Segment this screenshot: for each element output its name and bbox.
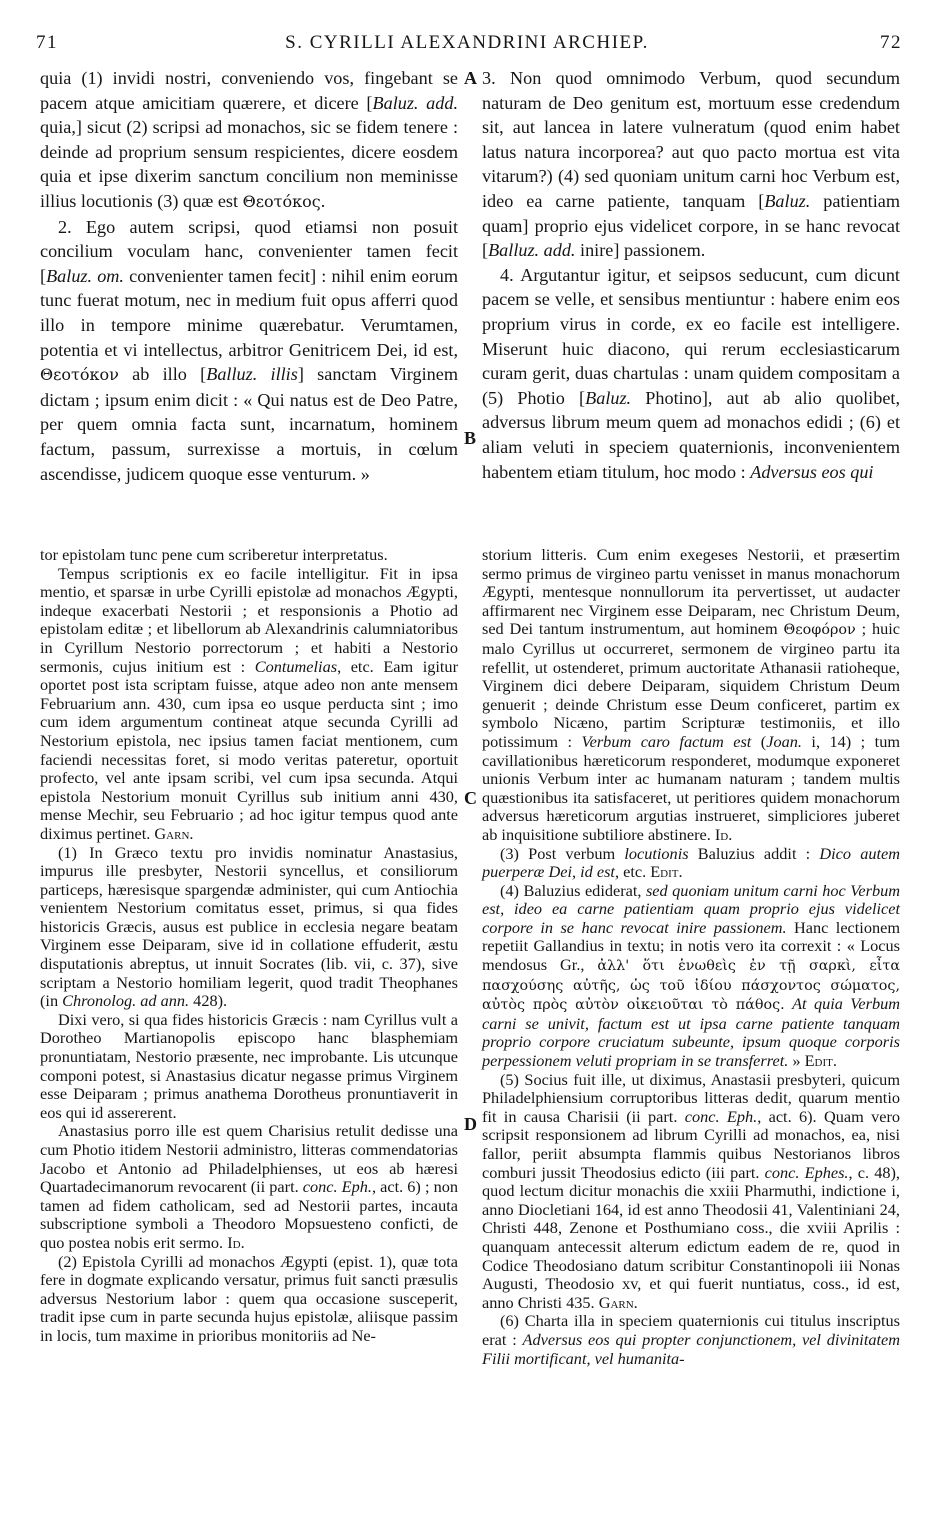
running-title: S. CYRILLI ALEXANDRINI ARCHIEP. [285,32,649,53]
footnotes-left-column [40,546,458,1346]
text-paragraph: 2. Ego autem scripsi, quod etiamsi non posuit concilium voculam hanc, convenienter tamen fecit [Baluz. om. convenienter tamen fecit] : nihil enim eorum tunc fuerat motum, nec in medium fuit opus afferri quod illo in tempore minime quærebatur. Verumtamen, potentia et vi intellectus, arbitror Genitricem Dei, id est, Θεοτόκον ab illo [Balluz. illis] sanctam Virginem dictam ; ipsum enim dicit : « Qui natus est de Deo Patre, per quem omnia facta sunt, incarnatum, hominem factum, passum, surrexisse a mortuis, in cœlum ascendisse, judicem quoque esse venturum. » [40,216,458,484]
footnote-paragraph: (1) In Græco textu pro invidis nominatur Anastasius, impurus ille presbyter, Nestorii syncellus, et consiliorum particeps, hæresisque spargendæ administer, qui cum Antiochia venientem Nestorium comitatus esset, primus, si qua fides historicis Græcis, ausus est publice in ecclesia negare beatam Virginem esse Deiparam, sive id in collatione effuderit, æstu disputationis abreptus, ut innuit Socrates (lib. vii, c. 37), sive scriptam a Nestorio homiliam legerit, quod tradit Theophanes (in Chronolog. ad ann. 428). [40,842,458,1011]
running-header [28,32,906,62]
text-paragraph: quia (1) invidi nostri, conveniendo vos, fingebant se pacem atque amicitiam quærere, et dicere [Baluz. add. quia,] sicut (2) scripsi ad monachos, sic se fidem tenere : deinde ad proprium sensum respicientes, dicere eosdem quia et ipse dixerim sanctum concilium non meminisse illius locutionis (3) quæ est Θεοτόκος. [40,68,459,211]
margin-letter-a: A [464,68,477,88]
footnotes-right-column [482,546,900,1368]
footnote-paragraph: tor epistolam tunc pene cum scriberetur interpretatus. [40,545,388,564]
footnote-paragraph: Anastasius porro ille est quem Charisius retulit dedisse una cum Photio itidem Nestorii administro, litteras commendatorias Jacobo et Antonio ad Philadelphienses, ut eos ab hæresi Quartadecimanorum revocarent (ii part. conc. Eph., act. 6) ; non tamen ad fidem catholicam, sed ad Nestorii partes, incauta subscriptione symboli a Theodoro Mopsuesteno conficti, de quo postea nobis erit sermo. Id. [40,1121,458,1252]
margin-letter-d: D [464,1114,477,1134]
footnote-paragraph: (6) Charta illa in speciem quaternionis cui titulus inscriptus erat : Adversus eos qui propter conjunctionem, vel divinitatem Filii mortificant, vel humanita- [482,1311,900,1368]
footnote-paragraph: Tempus scriptionis ex eo facile intelligitur. Fit in ipsa mentio, et sparsæ in urbe Cyrilli epistolæ ad monachos Ægypti, indeque exacerbati Nestorii ; et responsionis a Photio ad epistolam editæ ; et libellorum ab Alexandrinis calumniatoribus in Cyrillum Nestorio porrectorum ; et habiti a Nestorio sermonis, cujus initium est : Contumelias, etc. Eam igitur oportet post ista scriptam fuisse, atque adeo non ante mensem Februarium ann. 430, cum ipsa eo usque perducta sint ; imo cum idem argumentum contineat atque secunda Cyrilli ad Nestorium epistola, nec ipsius tamen faciat mentionem, cum faciendi necessitas foret, si modo veritas pateretur, oportuit profecto, vel ante ipsam scribi, vel cum ipsa secunda. Atqui epistola Nestorium monuit Cyrillus sub initium anni 430, mense Mechir, seu Februario ; ad hoc igitur tempus quod ante diximus pertinet. Garn. [40,563,458,843]
footnote-paragraph: (5) Socius fuit ille, ut diximus, Anastasii presbyteri, quicum Philadelphiensium corruptoribus litteras dedit, quarum mentio fit in causa Charisii (ii part. conc. Eph., act. 6). Quam vero scripsit responsionem ad librum Cyrilli ad monachos, ea, nisi fallor, periit absumpta flammis quibus Nestorianos libros comburi jussit Theodosius edicto (iii part. conc. Ephes., c. 48), quod lectum dicitur monachis die xxiii Pharmuthi, indictione i, anno Diocletiani 164, id est anno Theodosii 41, Valentiniani 24, Christi 448, Zenone et Posthumiano coss., die xviii Aprilis : quanquam antecessit alterum edictum eadem de re, quod in Codice Theodosiano datum scribitur Constantinopoli iii Nonas Augusti, Theodosio xv, et qui fuerit nuntiatus, coss., id est, anno Christi 435. Garn. [482,1069,901,1312]
footnote-paragraph: storium litteris. Cum enim exegeses Nestorii, et præsertim sermo primus de virgineo partu venisset in manus monachorum Ægypti, mentesque nonnullorum ita pervertisset, ut audacter affirmarent nec Virginem esse Deiparam, nec Christum Deum, sed Dei tantum instrumentum, aut hominem Θεοφόρον ; huic malo Cyrillus ut occurreret, sermonem de virgineo partu ita refellit, ut ostenderet, primum auctoritate Athanasii ratioheque, Virginem dici debere Deiparam, siquidem Christum Deum genuerit ; deinde Christum esse Deum conficeret, partim ex symbolo Nicæno, partim Scripturæ testimoniis, et illo potissimum : Verbum caro factum est (Joan. i, 14) ; tum cavillationibus hæreticorum responderet, modumque exponeret unionis Verbum inter ac humanam naturam ; tandem multis quæstionibus ita satisfaceret, ut peritiores quidem monachorum adversus hæreticorum argutias instrueret, simpliciores juberet ab inquisitione subtiliore abstinere. Id. [482,545,900,844]
margin-letter-b: B [464,428,477,448]
text-paragraph: 4. Argutantur igitur, et seipsos seducunt, cum dicunt pacem se velle, et sensibus mentiuntur : habere enim eos proprium virus in corde, ex eo facile est intelligere. Miserunt huic diacono, qui rerum ecclesiasticarum curam gerit, duas chartulas : unam quidem compositam a (5) Photio [Baluz. Photino], aut ab alio quolibet, adversus librum meum quem ad monachos edidi ; (6) et aliam veluti in speciem quaternionis, inconvenientem habentem etiam titulum, hoc modo : Adversus eos qui [482,264,900,482]
page-number-left: 71 [36,32,58,53]
footnote-paragraph: Dixi vero, si qua fides historicis Græcis : nam Cyrillus vult a Dorotheo Martianopolis episcopo hanc blasphemiam pronuntiatam, Nestorio præsente, nec improbante. Lis utcunque componi potest, si Anastasius dicatur negasse primus Virginem esse Deiparam ; primus anathema Dorotheus pronuntiaverit in eos qui id assererent. [40,1009,458,1122]
footnote-paragraph: (2) Epistola Cyrilli ad monachos Ægypti (epist. 1), quæ tota fere in dogmate explicando versatur, primus fuit sancti præsulis adversus Nestorium labor : quem qua occasione susceperit, tradit ipse cum in parte secunda hujus epistolæ, aliisque passim in locis, tum maxime in prioribus monitoriis ad Ne- [40,1251,458,1345]
footnote-paragraph: (3) Post verbum locutionis Baluzius addit : Dico autem puerperæ Dei, id est, etc. Edit. [482,843,900,882]
upper-right-column [482,66,900,484]
upper-left-column [40,66,458,486]
footnote-paragraph: (4) Baluzius ediderat, sed quoniam unitum carni hoc Verbum est, ideo ea carne patientiam quam proprio ejus videlicet corpore in se hanc revocat inire passionem. Hanc lectionem repetiit Gallandius in textu; in notis vero ita correxit : « Locus mendosus Gr., ἀλλ' ὅτι ἑνωθεὶς ἐν τῇ σαρκὶ, εἶτα πασχούσης αὐτῆς, ὡς τοῦ ἰδίου πάσχοντος σώματος, αὐτὸς πρὸς αὐτὸν οἰκειοῦται τὸ πάθος. At quia Verbum carni se univit, factum est ut ipsa carne patiente tanquam proprio corpore cruciatum subeunte, ipsum quoque corporis perpessionem veluti propriam in se transferret. » Edit. [482,880,901,1071]
margin-letter-c: C [464,788,477,808]
text-paragraph: 3. Non quod omnimodo Verbum, quod secundum naturam de Deo genitum est, mortuum esse credendum sit, aut lancea in latere vulneratum (quod enim habet latus natura incorporea? aut quo pacto mortua est vita vitarum?) (4) sed quoniam unitum carni hoc Verbum est, ideo ea carne patiente, tanquam [Baluz. patientiam quam] proprio ejus videlicet corpore, in se hanc revocat [Balluz. add. inire] passionem. [482,68,900,261]
page-number-right: 72 [880,32,902,53]
